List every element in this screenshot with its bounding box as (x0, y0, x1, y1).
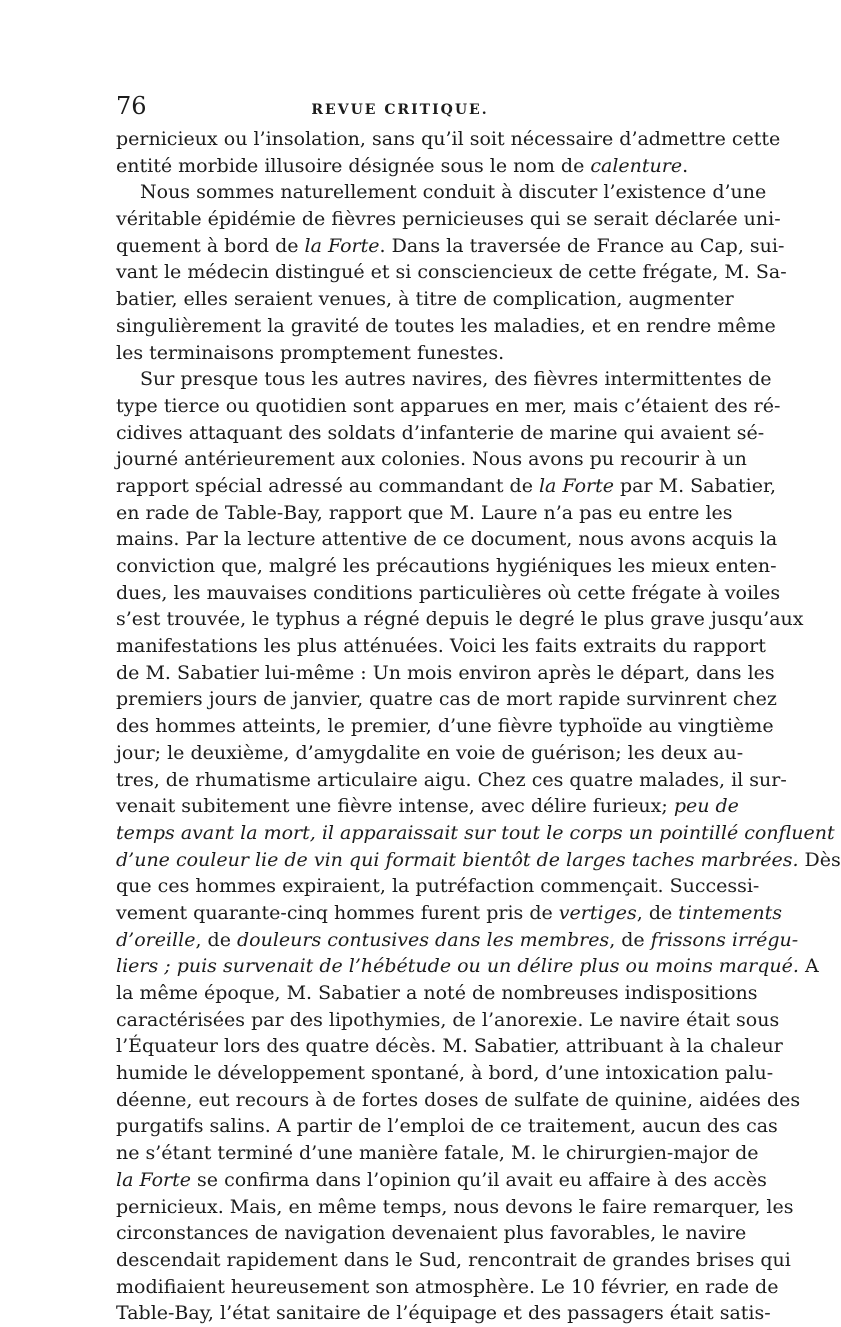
text-line: entité morbide illusoire désignée sous le nom de calenture. (116, 154, 689, 177)
text-line: temps avant la mort, il apparaissait sur tout le corps un pointillé confluent (116, 821, 835, 844)
text-line: la même époque, M. Sabatier a noté de nombreuses indispositions (116, 982, 758, 1004)
text-line: Sur presque tous les autres navires, des fièvres intermittentes de (140, 368, 772, 391)
page-header (116, 92, 684, 126)
text-line: journé antérieurement aux colonies. Nous avons pu recourir à un (116, 448, 747, 471)
text-line: quement à bord de la Forte. Dans la traversée de France au Cap, sui- (116, 234, 785, 257)
text-line: en rade de Table-Bay, rapport que M. Laure n’a pas eu entre les (116, 501, 733, 524)
body-text (116, 126, 841, 1327)
text-line: conviction que, malgré les précautions hygiéniques les mieux enten- (116, 555, 777, 577)
text-line: pernicieux ou l’insolation, sans qu’il soit nécessaire d’admettre cette (116, 128, 781, 150)
text-line: descendait rapidement dans le Sud, rencontrait de grandes brises qui (116, 1248, 791, 1271)
text-line: purgatifs salins. A partir de l’emploi de ce traitement, aucun des cas (116, 1115, 778, 1138)
text-line: pernicieux. Mais, en même temps, nous devons le faire remarquer, les (116, 1195, 794, 1218)
text-line: batier, elles seraient venues, à titre de complication, augmenter (116, 288, 734, 311)
text-line: modifiaient heureusement son atmosphère. Le 10 février, en rade de (116, 1275, 779, 1298)
text-line: que ces hommes expiraient, la putréfaction commençait. Successi- (116, 875, 760, 898)
text-line: Nous sommes naturellement conduit à discuter l’existence d’une (140, 181, 767, 204)
text-line: l’Équateur lors des quatre décès. M. Sabatier, attribuant à la chaleur (116, 1035, 783, 1058)
text-line: liers ; puis survenait de l’hébétude ou un délire plus ou moins marqué. A (116, 955, 819, 978)
text-line: vement quarante-cinq hommes furent pris de vertiges, de tintements (116, 901, 782, 924)
text-line: déenne, eut recours à de fortes doses de sulfate de quinine, aidées des (116, 1088, 801, 1111)
text-line: dues, les mauvaises conditions particulières où cette frégate à voiles (116, 581, 781, 604)
text-line: caractérisées par des lipothymies, de l’anorexie. Le navire était sous (116, 1008, 780, 1031)
text-line: cidives attaquant des soldats d’infanterie de marine qui avaient sé- (116, 421, 765, 444)
text-line: manifestations les plus atténuées. Voici les faits extraits du rapport (116, 635, 766, 658)
text-line: d’oreille, de douleurs contusives dans les membres, de frissons irrégu- (116, 928, 799, 951)
text-line: premiers jours de janvier, quatre cas de mort rapide survinrent chez (116, 688, 777, 711)
text-line: Table-Bay, l’état sanitaire de l’équipage et des passagers était satis- (116, 1302, 771, 1325)
text-line: rapport spécial adressé au commandant de la Forte par M. Sabatier, (116, 474, 776, 497)
text-line: d’une couleur lie de vin qui formait bientôt de larges taches marbrées. Dès (116, 848, 841, 871)
text-line: circonstances de navigation devenaient plus favorables, le navire (116, 1222, 747, 1245)
text-line: des hommes atteints, le premier, d’une fièvre typhoïde au vingtième (116, 715, 774, 738)
text-line: véritable épidémie de fièvres pernicieuses qui se serait déclarée uni- (116, 208, 781, 231)
text-line: la Forte se confirma dans l’opinion qu’il avait eu affaire à des accès (116, 1168, 767, 1191)
text-line: ne s’étant terminé d’une manière fatale, M. le chirurgien-major de (116, 1142, 759, 1165)
text-line: s’est trouvée, le typhus a régné depuis le degré le plus grave jusqu’aux (116, 608, 804, 631)
running-head: REVUE CRITIQUE. (311, 102, 489, 118)
text-line: de M. Sabatier lui-même : Un mois environ après le départ, dans les (116, 661, 775, 684)
text-line: tres, de rhumatisme articulaire aigu. Chez ces quatre malades, il sur- (116, 768, 787, 791)
text-line: vant le médecin distingué et si consciencieux de cette frégate, M. Sa- (116, 261, 787, 284)
page-number: 76 (116, 92, 147, 120)
document-page (116, 92, 841, 1327)
text-line: venait subitement une fièvre intense, avec délire furieux; peu de (116, 795, 739, 818)
text-line: singulièrement la gravité de toutes les maladies, et en rendre même (116, 314, 776, 337)
text-line: mains. Par la lecture attentive de ce document, nous avons acquis la (116, 528, 778, 551)
text-line: humide le développement spontané, à bord, d’une intoxication palu- (116, 1062, 774, 1085)
text-line: les terminaisons promptement funestes. (116, 341, 505, 364)
text-line: jour; le deuxième, d’amygdalite en voie de guérison; les deux au- (116, 741, 744, 764)
text-line: type tierce ou quotidien sont apparues en mer, mais c’étaient des ré- (116, 394, 781, 417)
